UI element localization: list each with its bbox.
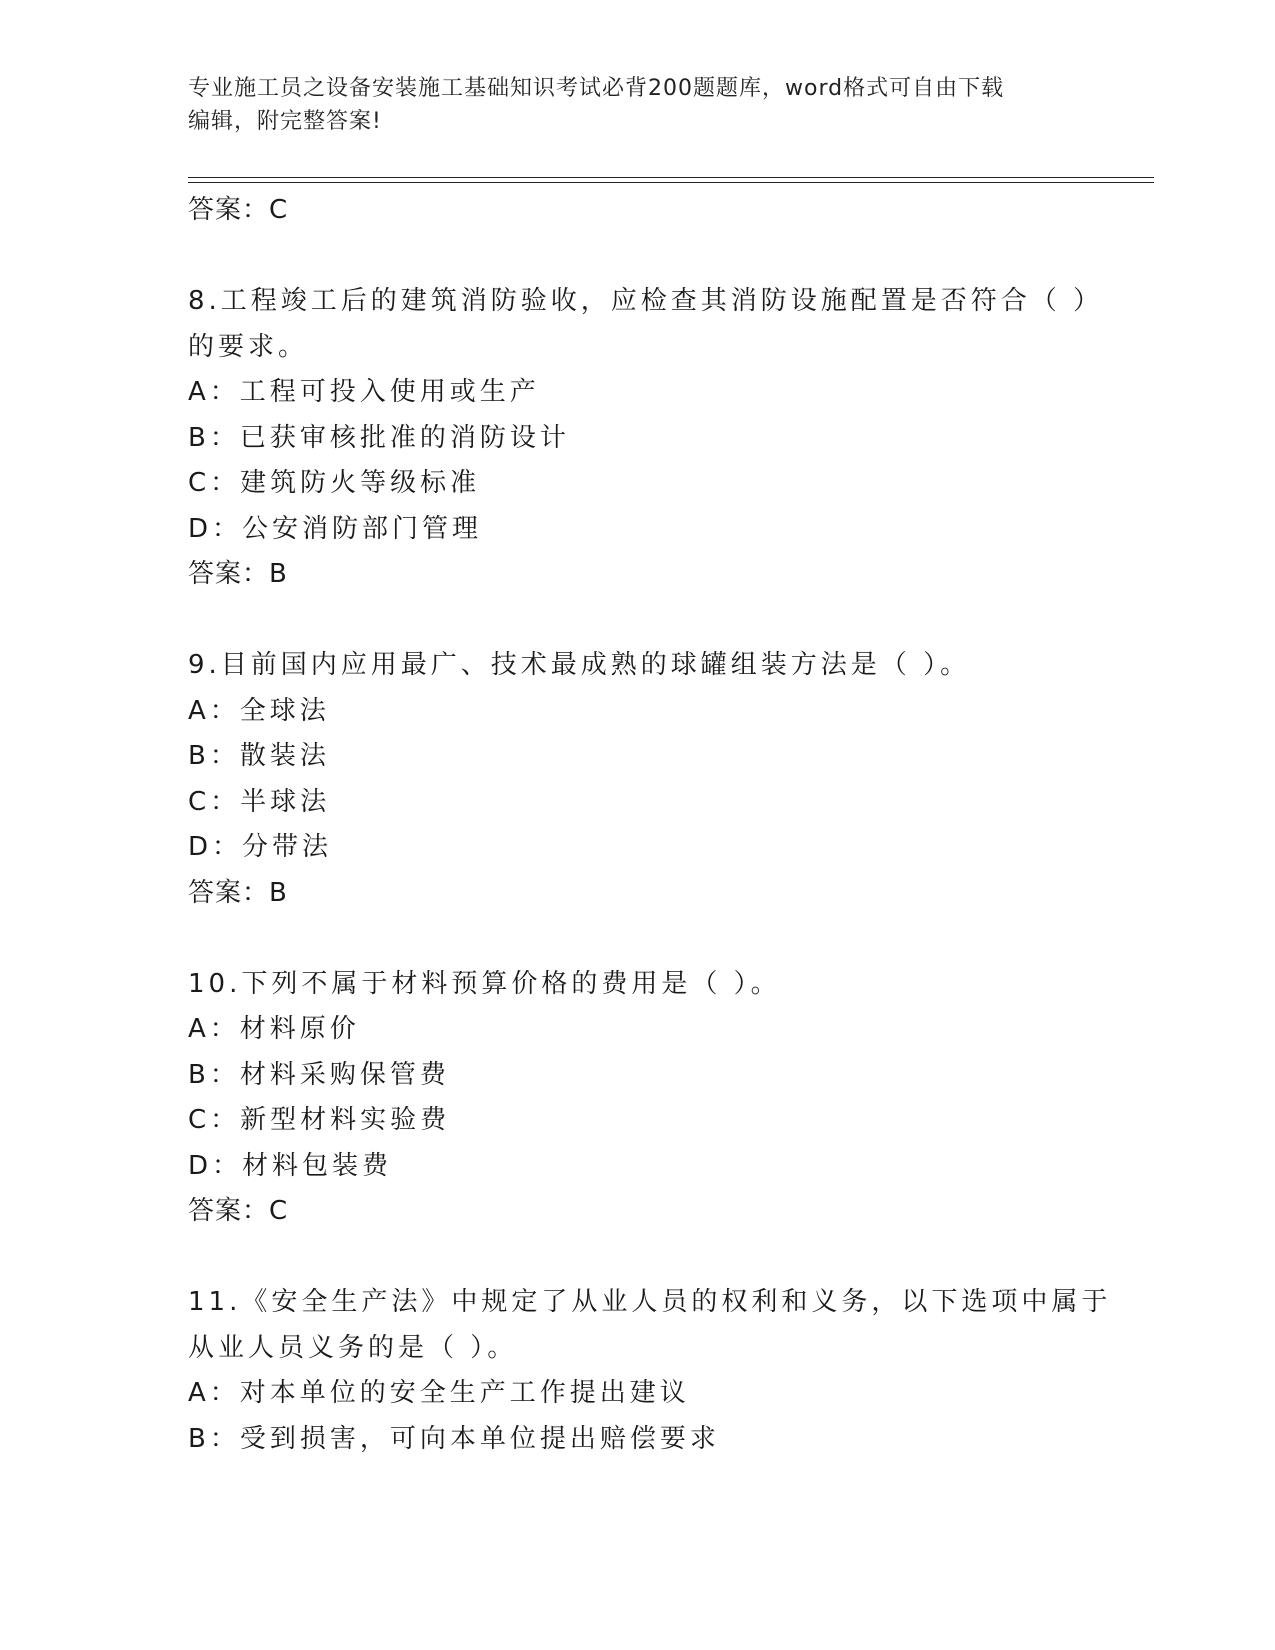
question-stem: 的要求。 [188,331,309,362]
option-a: A：工程可投入使用或生产 [188,377,540,407]
answer-label: 答案：C [188,1196,289,1226]
option-a: A：全球法 [188,695,330,726]
question-11 [188,1280,1112,1462]
header-divider-top [188,177,1154,178]
question-list [188,188,1112,1462]
spacer [188,234,1088,280]
option-b: B：受到损害，可向本单位提出赔偿要求 [188,1423,720,1454]
header-title-line-1: 专业施工员之设备安装施工基础知识考试必背200题题库，word格式可自由下载 [188,76,1005,101]
document-header [188,72,1088,138]
option-b: B：散装法 [188,741,330,771]
question-8 [188,279,1104,598]
option-b: B：材料采购保管费 [188,1059,450,1090]
answer-label: 答案：C [188,195,289,225]
option-a: A：材料原价 [188,1014,360,1044]
spacer [188,1235,1088,1281]
spacer [188,916,1088,962]
question-stem: 从业人员义务的是（ ）。 [188,1332,518,1363]
header-title-line-2: 编辑，附完整答案! [188,109,382,134]
spacer [188,598,1088,644]
option-a: A：对本单位的安全生产工作提出建议 [188,1378,690,1408]
question-stem: 9.目前国内应用最广、技术最成熟的球罐组装方法是（ ）。 [188,650,971,680]
option-d: D：公安消防部门管理 [188,513,483,544]
answer-label: 答案：B [188,877,288,908]
answer-label: 答案：B [188,559,288,589]
option-c: C：半球法 [188,786,331,817]
option-c: C：建筑防火等级标准 [188,468,481,498]
option-c: C：新型材料实验费 [188,1105,451,1135]
question-10 [188,962,1088,1235]
question-stem: 11.《安全生产法》中规定了从业人员的权利和义务，以下选项中属于 [188,1287,1112,1317]
option-d: D：材料包装费 [188,1150,393,1181]
header-divider-bottom [188,182,1154,183]
question-stem: 10.下列不属于材料预算价格的费用是（ ）。 [188,968,781,999]
question-stem: 8.工程竣工后的建筑消防验收，应检查其消防设施配置是否符合（ ） [188,286,1104,316]
option-b: B：已获审核批准的消防设计 [188,422,570,453]
option-d: D：分带法 [188,832,333,862]
question-9 [188,643,1088,916]
